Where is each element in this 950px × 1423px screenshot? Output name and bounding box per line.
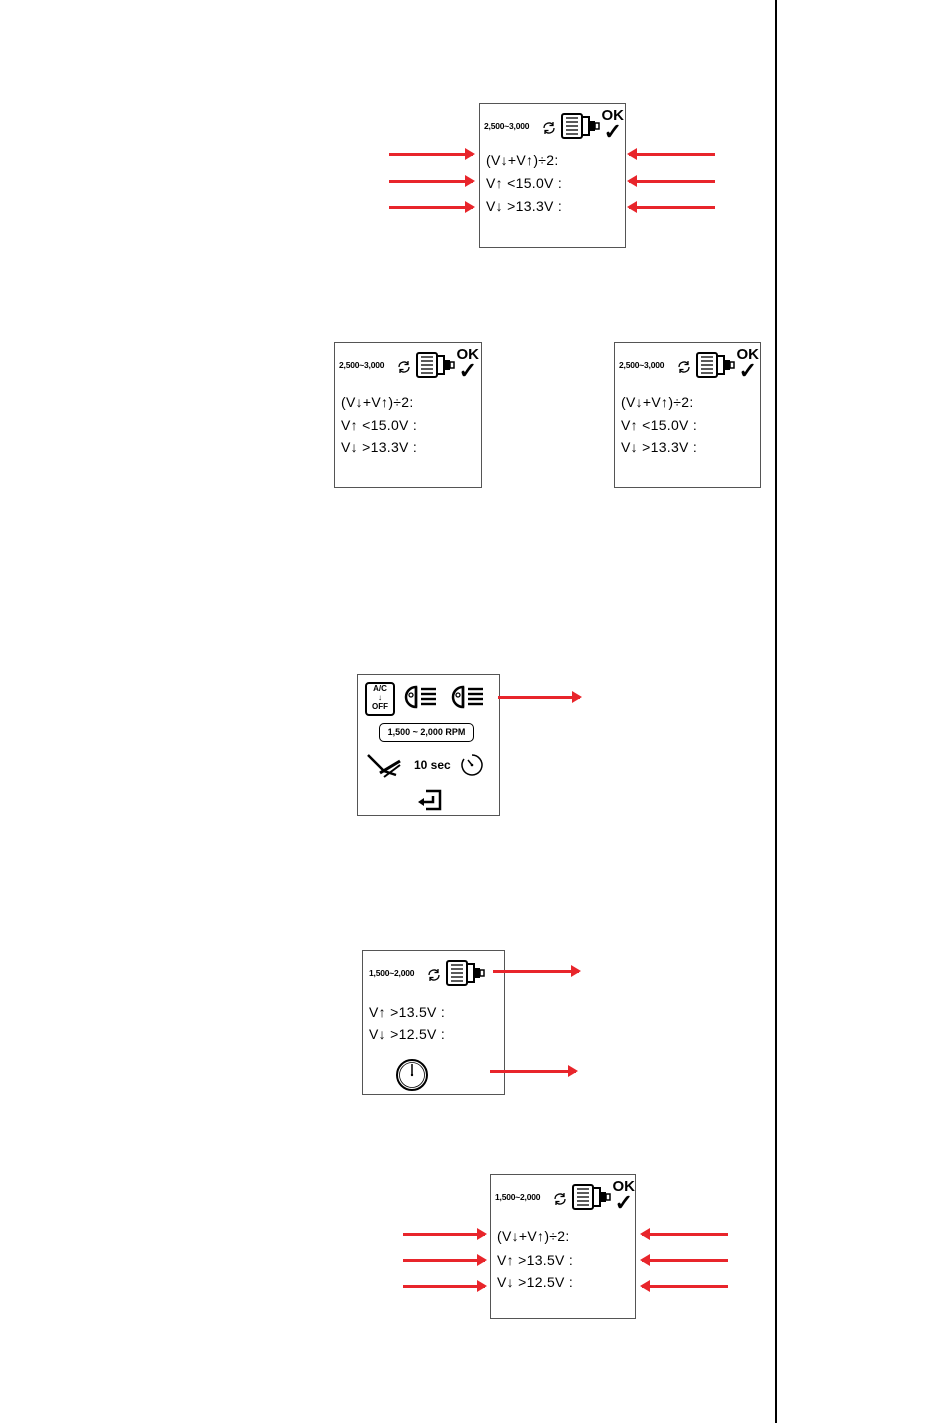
max-voltage-line: V↑ >13.5V : <box>497 1252 574 1268</box>
screen-charge-check-1 <box>479 103 626 248</box>
ac-off-icon <box>365 682 395 716</box>
enter-icon <box>418 787 446 813</box>
accelerator-pedal-icon <box>366 751 402 779</box>
red-arrow-left <box>642 1233 728 1236</box>
rpm-range: 2,500~3,000 <box>339 360 385 370</box>
rotation-icon <box>396 359 412 375</box>
screen-load-test <box>357 674 500 816</box>
margin-rule <box>775 0 777 1423</box>
red-arrow-left <box>629 153 715 156</box>
rpm-range: 2,500~3,000 <box>619 360 665 370</box>
max-voltage-line: V↑ >13.5V : <box>369 1004 446 1020</box>
check-icon: ✓ <box>603 119 622 144</box>
min-voltage-line: V↓ >13.3V : <box>486 198 563 214</box>
ac-label: A/C <box>373 684 387 693</box>
average-voltage-line: (V↓+V↑)÷2: <box>497 1228 570 1244</box>
red-arrow-left <box>629 180 715 183</box>
off-label: OFF <box>372 702 388 711</box>
alternator-icon <box>444 957 486 989</box>
max-voltage-line: V↑ <15.0V : <box>486 175 563 191</box>
red-arrow-right <box>403 1233 485 1236</box>
average-voltage-line: (V↓+V↑)÷2: <box>341 394 414 410</box>
rotation-icon <box>541 120 557 136</box>
red-arrow-right <box>490 1070 576 1073</box>
screen-header <box>369 957 509 987</box>
rpm-range: 2,500~3,000 <box>484 121 530 131</box>
screen-header <box>484 107 624 144</box>
max-voltage-line: V↑ <15.0V : <box>621 417 698 433</box>
average-voltage-line: (V↓+V↑)÷2: <box>621 394 694 410</box>
duration-label: 10 sec <box>414 758 451 772</box>
max-voltage-line: V↑ <15.0V : <box>341 417 418 433</box>
rpm-range: 1,500~2,000 <box>369 968 415 978</box>
screen-charge-check-2 <box>334 342 482 488</box>
rotation-icon <box>552 1191 568 1207</box>
min-voltage-line: V↓ >12.5V : <box>369 1026 446 1042</box>
ok-label: OK <box>736 346 759 363</box>
min-voltage-line: V↓ >13.3V : <box>621 439 698 455</box>
red-arrow-left <box>642 1259 728 1262</box>
screen-header <box>339 346 479 383</box>
timer-icon <box>459 752 485 778</box>
rotation-icon <box>676 359 692 375</box>
rpm-range-badge: 1,500 ~ 2,000 RPM <box>379 723 474 742</box>
red-arrow-left <box>629 206 715 209</box>
screen-charge-check-low <box>490 1174 636 1319</box>
ok-label: OK <box>456 346 479 363</box>
headlamp-icon <box>403 685 441 709</box>
screen-header <box>619 346 759 383</box>
clock-icon <box>395 1058 429 1092</box>
screen-header <box>495 1178 635 1215</box>
check-icon: ✓ <box>458 358 477 383</box>
screen-low-rpm-check <box>362 950 505 1095</box>
check-icon: ✓ <box>614 1190 633 1215</box>
alternator-icon <box>414 349 456 381</box>
rpm-range: 1,500~2,000 <box>495 1192 541 1202</box>
alternator-icon <box>570 1181 612 1213</box>
screen-charge-check-3 <box>614 342 761 488</box>
red-arrow-right <box>389 180 473 183</box>
red-arrow-right <box>403 1285 485 1288</box>
ok-label: OK <box>612 1178 635 1195</box>
down-arrow-icon: ↓ <box>378 693 382 702</box>
red-arrow-right <box>493 970 579 973</box>
alternator-icon <box>694 349 736 381</box>
min-voltage-line: V↓ >12.5V : <box>497 1274 574 1290</box>
red-arrow-left <box>642 1285 728 1288</box>
red-arrow-right <box>389 206 473 209</box>
red-arrow-right <box>498 696 580 699</box>
average-voltage-line: (V↓+V↑)÷2: <box>486 152 559 168</box>
headlamp-icon <box>450 685 488 709</box>
alternator-icon <box>559 110 601 142</box>
rotation-icon <box>426 967 442 983</box>
red-arrow-right <box>389 153 473 156</box>
min-voltage-line: V↓ >13.3V : <box>341 439 418 455</box>
ok-label: OK <box>601 107 624 124</box>
red-arrow-right <box>403 1259 485 1262</box>
check-icon: ✓ <box>738 358 757 383</box>
